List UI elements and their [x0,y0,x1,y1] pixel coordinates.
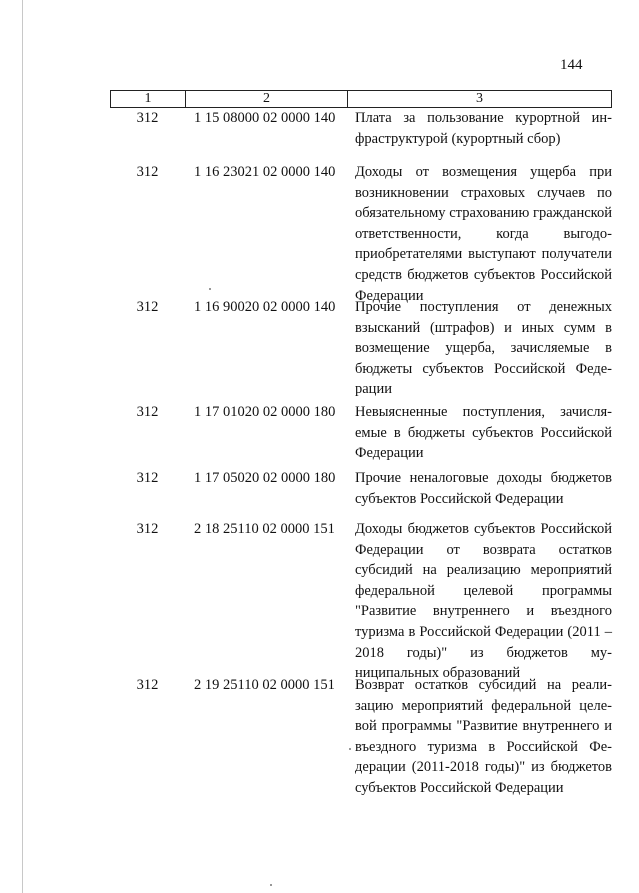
income-description: Прочие поступления от денежных взысканий (штрафов) и иных сумм в возмещение ущерба, зачисляемые в бюджеты субъектов Российской Федерации [355,299,612,398]
income-description: Невыясненные поступления, зачисляемые в бюджеты субъектов Российской Федерации [355,404,612,462]
admin-code: 312 [136,677,159,693]
budget-code: 1 15 08000 02 0000 140 [194,110,336,126]
header-col-2: 2 [186,91,348,107]
scan-speck [209,288,211,290]
admin-code: 312 [136,470,159,486]
page-number: 144 [560,57,583,73]
table-header [110,90,612,108]
header-col-3: 3 [476,91,483,106]
admin-code: 312 [136,521,159,537]
income-description: Прочие неналоговые доходы бюджетов субъектов Российской Федерации [355,470,612,507]
budget-code: 2 19 25110 02 0000 151 [194,677,335,693]
budget-code: 1 16 90020 02 0000 140 [194,299,336,315]
scan-speck [270,884,272,886]
admin-code: 312 [136,404,159,420]
income-description: Возврат остатков субсидий на реализацию мероприятий федеральной целевой программы "Развитие внутреннего и въездного туризма в Российской Федерации (2011-2018 годы)" из бюджетов субъектов Российской Федерации [355,677,612,796]
budget-code: 1 17 01020 02 0000 180 [194,404,336,420]
budget-code: 2 18 25110 02 0000 151 [194,521,335,537]
admin-code: 312 [136,164,159,180]
income-description: Плата за пользование курортной инфраструктурой (курортный сбор) [355,110,612,147]
admin-code: 312 [136,299,159,315]
scan-speck [349,748,351,750]
income-description: Доходы от возмещения ущерба при возникновении страховых случаев по обязательному страхованию гражданской ответственности, когда выгодоприобретателями выступают получатели средств бюджетов субъектов Российской Федерации [355,164,612,304]
income-description: Доходы бюджетов субъектов Российской Федерации от возврата остатков субсидий на реализацию мероприятий федеральной целевой программы "Развитие внутреннего и въездного туризма в Российской Федерации (2011 – 2018 годы)" из бюджетов муниципальных образований [355,521,612,682]
admin-code: 312 [136,110,159,126]
budget-code: 1 16 23021 02 0000 140 [194,164,336,180]
header-col-1: 1 [111,91,186,107]
scan-margin-line [22,0,23,893]
budget-code: 1 17 05020 02 0000 180 [194,470,336,486]
